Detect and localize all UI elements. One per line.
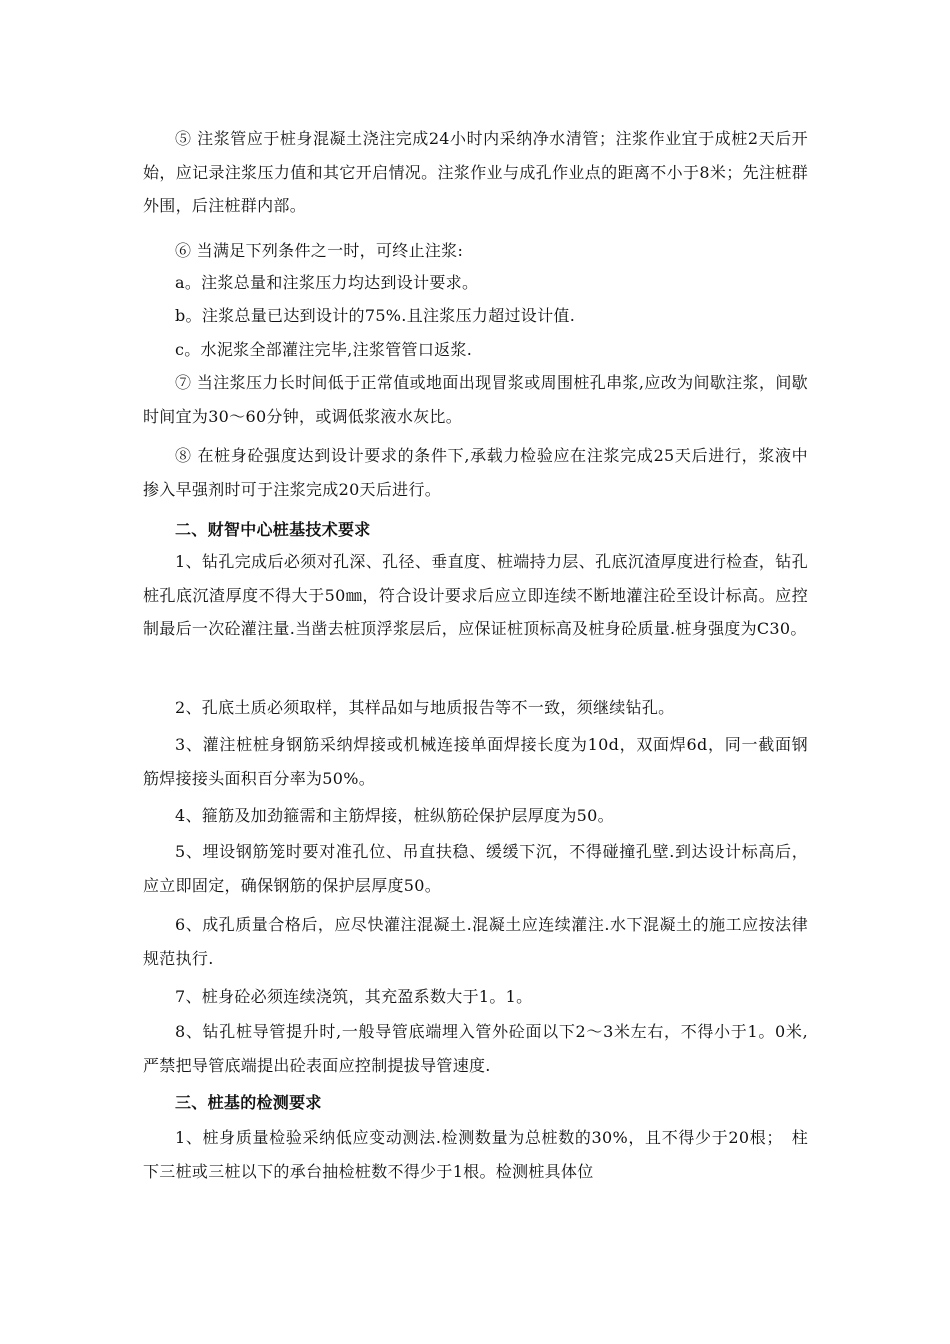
paragraph-grouting-7: ⑦ 当注浆压力长时间低于正常值或地面出现冒浆或周围桩孔串浆,应改为间歇注浆，间歇时间宜为30～60分钟，或调低浆液水灰比。 <box>143 373 808 426</box>
paragraph-req-5: 5、埋设钢筋笼时要对准孔位、吊直扶稳、缓缓下沉，不得碰撞孔壁.到达设计标高后，应立即固定，确保钢筋的保护层厚度50。 <box>143 842 808 895</box>
paragraph-test-1: 1、桩身质量检验采纳低应变动测法.检测数量为总桩数的30%，且不得少于20根； 柱下三桩或三桩以下的承台抽检桩数不得少于1根。检测桩具体位 <box>143 1128 808 1181</box>
paragraph-req-6: 6、成孔质量合格后，应尽快灌注混凝土.混凝土应连续灌注.水下混凝土的施工应按法律规范执行. <box>143 915 808 968</box>
paragraph-condition-a: a。注浆总量和注浆压力均达到设计要求。 <box>175 273 479 292</box>
paragraph-req-2: 2、孔底土质必须取样，其样品如与地质报告等不一致，须继续钻孔。 <box>175 698 675 717</box>
paragraph-req-1: 1、钻孔完成后必须对孔深、孔径、垂直度、桩端持力层、孔底沉渣厚度进行检查，钻孔桩孔底沉渣厚度不得大于50㎜，符合设计要求后应立即连续不断地灌注砼至设计标高。应控制最后一次砼灌注量.当凿去桩顶浮浆层后，应保证桩顶标高及桩身砼质量.桩身强度为C30。 <box>143 552 808 638</box>
section-heading-2: 二、财智中心桩基技术要求 <box>175 520 371 539</box>
section-heading-3: 三、桩基的检测要求 <box>175 1093 322 1112</box>
paragraph-condition-c: c。水泥浆全部灌注完毕,注浆管管口返浆. <box>175 340 473 359</box>
paragraph-grouting-6: ⑥ 当满足下列条件之一时，可终止注浆: <box>175 241 464 260</box>
paragraph-req-3: 3、灌注桩桩身钢筋采纳焊接或机械连接单面焊接长度为10d，双面焊6d，同一截面钢筋焊接接头面积百分率为50%。 <box>143 735 808 788</box>
paragraph-condition-b: b。注浆总量已达到设计的75%.且注浆压力超过设计值. <box>175 306 576 325</box>
paragraph-req-8: 8、钻孔桩导管提升时,一般导管底端埋入管外砼面以下2～3米左右，不得小于1。0米,严禁把导管底端提出砼表面应控制提拔导管速度. <box>143 1022 808 1075</box>
paragraph-req-7: 7、桩身砼必须连续浇筑，其充盈系数大于1。1。 <box>175 987 533 1006</box>
paragraph-grouting-5: ⑤ 注浆管应于桩身混凝土浇注完成24小时内采纳净水清管；注浆作业宜于成桩2天后开始，应记录注浆压力值和其它开启情况。注浆作业与成孔作业点的距离不小于8米；先注桩群外围，后注桩群内部。 <box>143 129 808 215</box>
paragraph-req-4: 4、箍筋及加劲箍需和主筋焊接，桩纵筋砼保护层厚度为50。 <box>175 806 614 825</box>
paragraph-grouting-8: ⑧ 在桩身砼强度达到设计要求的条件下,承载力检验应在注浆完成25天后进行，浆液中掺入早强剂时可于注浆完成20天后进行。 <box>143 446 808 499</box>
